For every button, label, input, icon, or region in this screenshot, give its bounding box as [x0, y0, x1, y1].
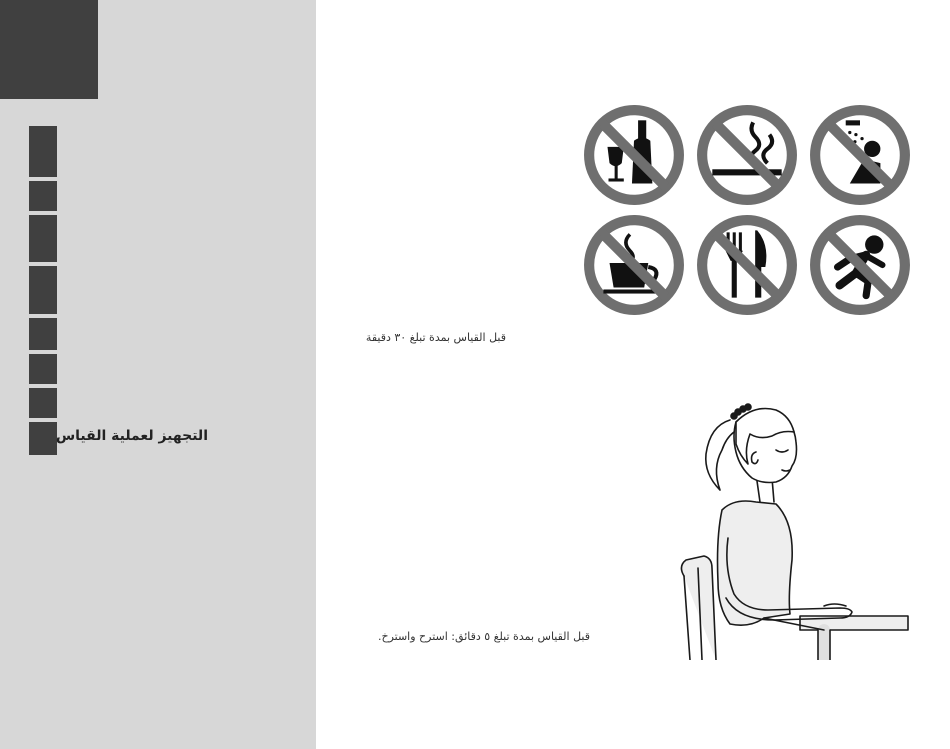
section-tab-1[interactable]: [29, 126, 57, 177]
section-tab-7[interactable]: [29, 388, 57, 418]
caption-5-minutes: قبل القياس بمدة تبلغ ٥ دقائق: استرح واسترخ.: [377, 630, 590, 643]
corner-block: [0, 0, 98, 99]
caption-30-minutes: قبل القياس بمدة تبلغ ٣٠ دقيقة: [365, 331, 506, 344]
section-tab-3[interactable]: [29, 215, 57, 262]
prohibition-icon-grid: [583, 104, 913, 316]
section-tab-8-active[interactable]: [29, 422, 57, 455]
section-tab-5[interactable]: [29, 318, 57, 350]
no-smoking-icon: [696, 104, 798, 206]
seated-resting-person-icon: [664, 398, 910, 660]
no-eating-icon: [696, 214, 798, 316]
section-tab-2[interactable]: [29, 181, 57, 211]
section-tab-6[interactable]: [29, 354, 57, 384]
no-caffeine-icon: [583, 214, 685, 316]
no-exercise-icon: [809, 214, 911, 316]
section-tab-4[interactable]: [29, 266, 57, 314]
sidebar: [0, 0, 316, 749]
section-title: التجهيز لعملية القياس: [55, 428, 208, 444]
no-bathing-icon: [809, 104, 911, 206]
no-alcohol-icon: [583, 104, 685, 206]
